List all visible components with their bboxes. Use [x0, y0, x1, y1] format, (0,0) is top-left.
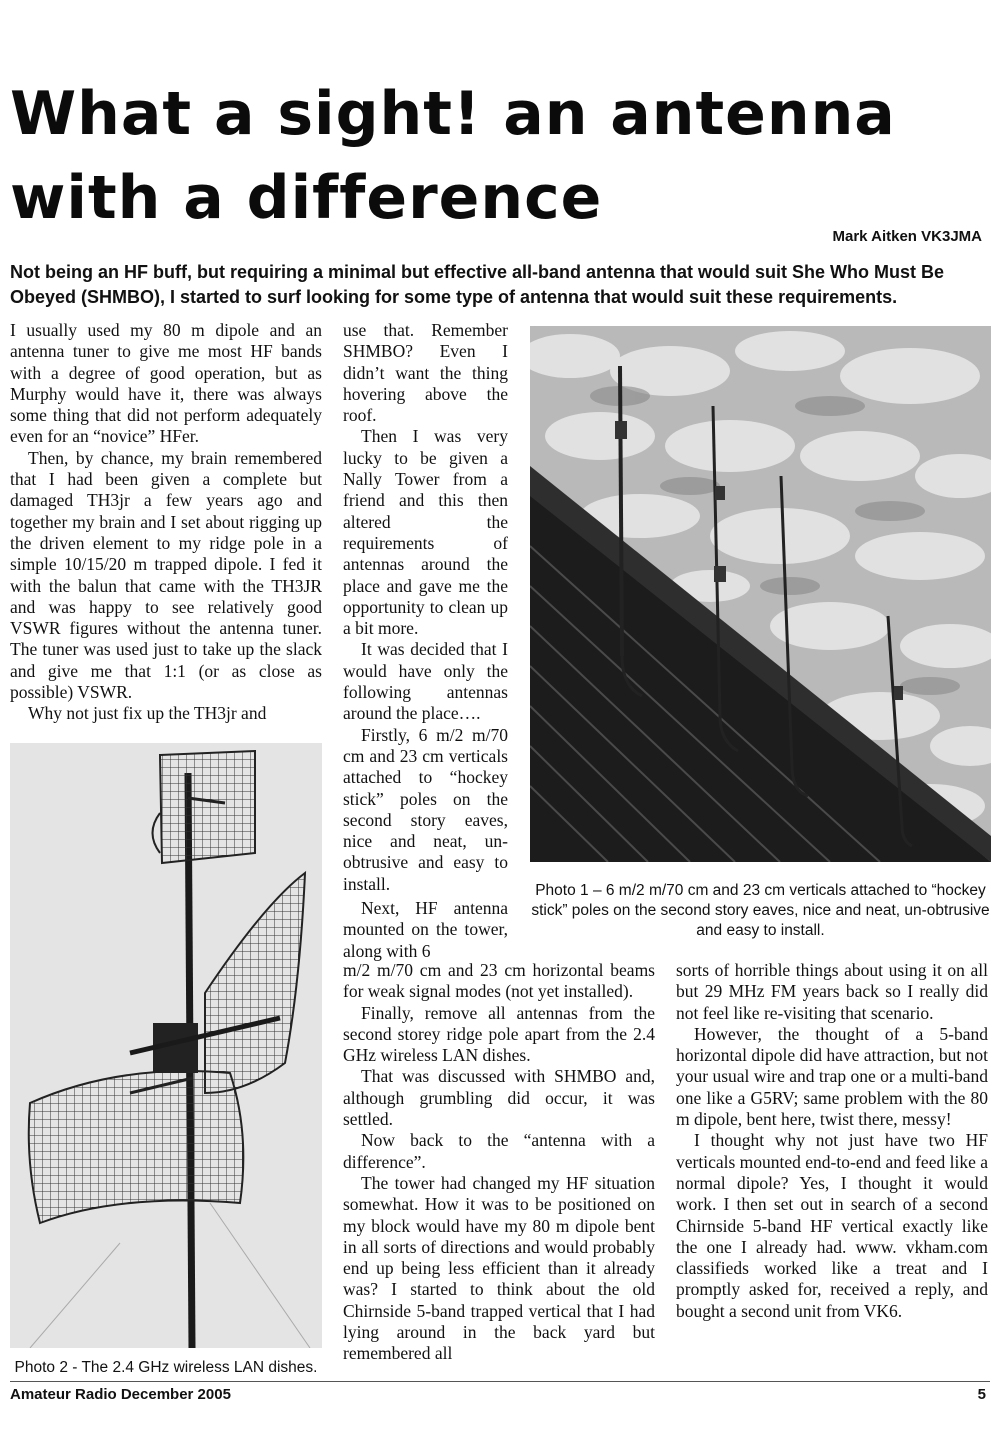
paragraph: Now back to the “antenna with a difference”. — [343, 1130, 655, 1172]
photo-verticals-image — [530, 326, 991, 862]
photo-wireless-lan-dishes — [10, 743, 322, 1348]
column-3 — [676, 960, 988, 1322]
paragraph: It was decided that I would have only the following antennas around the place…. — [343, 639, 508, 724]
paragraph: The tower had changed my HF situation somewhat. How it was to be positioned on my block would have my 80 m dipole bent in all sorts of directions and would probably end up being less efficient than it already was? I started to think about the old Chirnside 5-band trapped vertical that I had lying around in the back yard but remembered all — [343, 1172, 655, 1364]
page-number: 5 — [977, 1386, 986, 1403]
column-2-top — [343, 320, 508, 895]
intro-paragraph: Not being an HF buff, but requiring a minimal but effective all-band antenna that would suit She Who Must Be Obeyed (SHMBO), I started to surf looking for some type of antenna that would suit these requirements. — [10, 262, 945, 307]
paragraph: Then I was very lucky to be given a Nally Tower from a friend and this then altered the requirements of antennas around the place and gave me the opportunity to clean up a bit more. — [343, 426, 508, 639]
paragraph: Firstly, 6 m/2 m/70 cm and 23 cm verticals attached to “hockey stick” poles on the second story eaves, nice and neat, un-obtrusive and easy to install. — [343, 724, 508, 894]
footer-publication: Amateur Radio December 2005 — [10, 1386, 231, 1403]
paragraph: sorts of horrible things about using it on all but 29 MHz FM years back so I really did not feel like re-visiting that scenario. — [676, 960, 988, 1023]
paragraph: Then, by chance, my brain remembered that I had been given a complete but damaged TH3jr a few years ago and together my brain and I set about rigging up the driven element to my ridge pole in a simple 10/15/20 m trapped dipole. I fed it with the balun that came with the TH3JR and was happy to see relatively good VSWR figures without the antenna tuner. The tuner was used just to take up the slack and give me that 1:1 (or as close as possible) VSWR. — [10, 447, 322, 703]
paragraph: However, the thought of a 5-band horizontal dipole did have attraction, but not your usual wire and trap one or a multi-band one like a G5RV; same problem with the 80 m dipole, bent here, twist there, messy! — [676, 1023, 988, 1130]
paragraph: Next, HF antenna mounted on the tower, along with 6 — [343, 898, 508, 961]
author-byline: Mark Aitken VK3JMA — [832, 228, 982, 245]
paragraph: Finally, remove all antennas from the second storey ridge pole apart from the 2.4 GHz wireless LAN dishes. — [343, 1002, 655, 1066]
column-2-bottom — [343, 960, 655, 1365]
photo-verticals-on-eaves — [530, 326, 991, 862]
paragraph: I usually used my 80 m dipole and an antenna tuner to give me most HF bands with a degree of good operation, but as Murphy would have it, there was always some thing that did not perform adequately even for an “novice” HFer. — [10, 320, 322, 447]
article-title: What a sight! an antenna with a difference — [10, 79, 896, 233]
photo-dishes-image — [10, 743, 322, 1348]
footer-divider — [10, 1381, 990, 1382]
photo-2-caption: Photo 2 - The 2.4 GHz wireless LAN dishes. — [14, 1359, 318, 1376]
column-2-mid — [343, 898, 508, 962]
column-1 — [10, 320, 322, 725]
paragraph: m/2 m/70 cm and 23 cm horizontal beams for weak signal modes (not yet installed). — [343, 960, 655, 1002]
paragraph: use that. Remember SHMBO? Even I didn’t want the thing hovering above the roof. — [343, 320, 508, 426]
paragraph: That was discussed with SHMBO and, although grumbling did occur, it was settled. — [343, 1066, 655, 1130]
photo-1-caption: Photo 1 – 6 m/2 m/70 cm and 23 cm verticals attached to “hockey stick” poles on the second story eaves, nice and neat, un-obtrusive and easy to install. — [531, 882, 990, 939]
paragraph: I thought why not just have two HF verticals mounted end-to-end and feed like a normal dipole? Yes, I thought it would work. I then set out in search of a second Chirnside 5-band HF vertical exactly like the one I already had. www. vkham.com classifieds worked like a treat and I promptly asked for, received a reply, and bought a second unit from VK6. — [676, 1130, 988, 1321]
page-footer — [10, 1386, 990, 1403]
paragraph: Why not just fix up the TH3jr and — [28, 703, 267, 724]
